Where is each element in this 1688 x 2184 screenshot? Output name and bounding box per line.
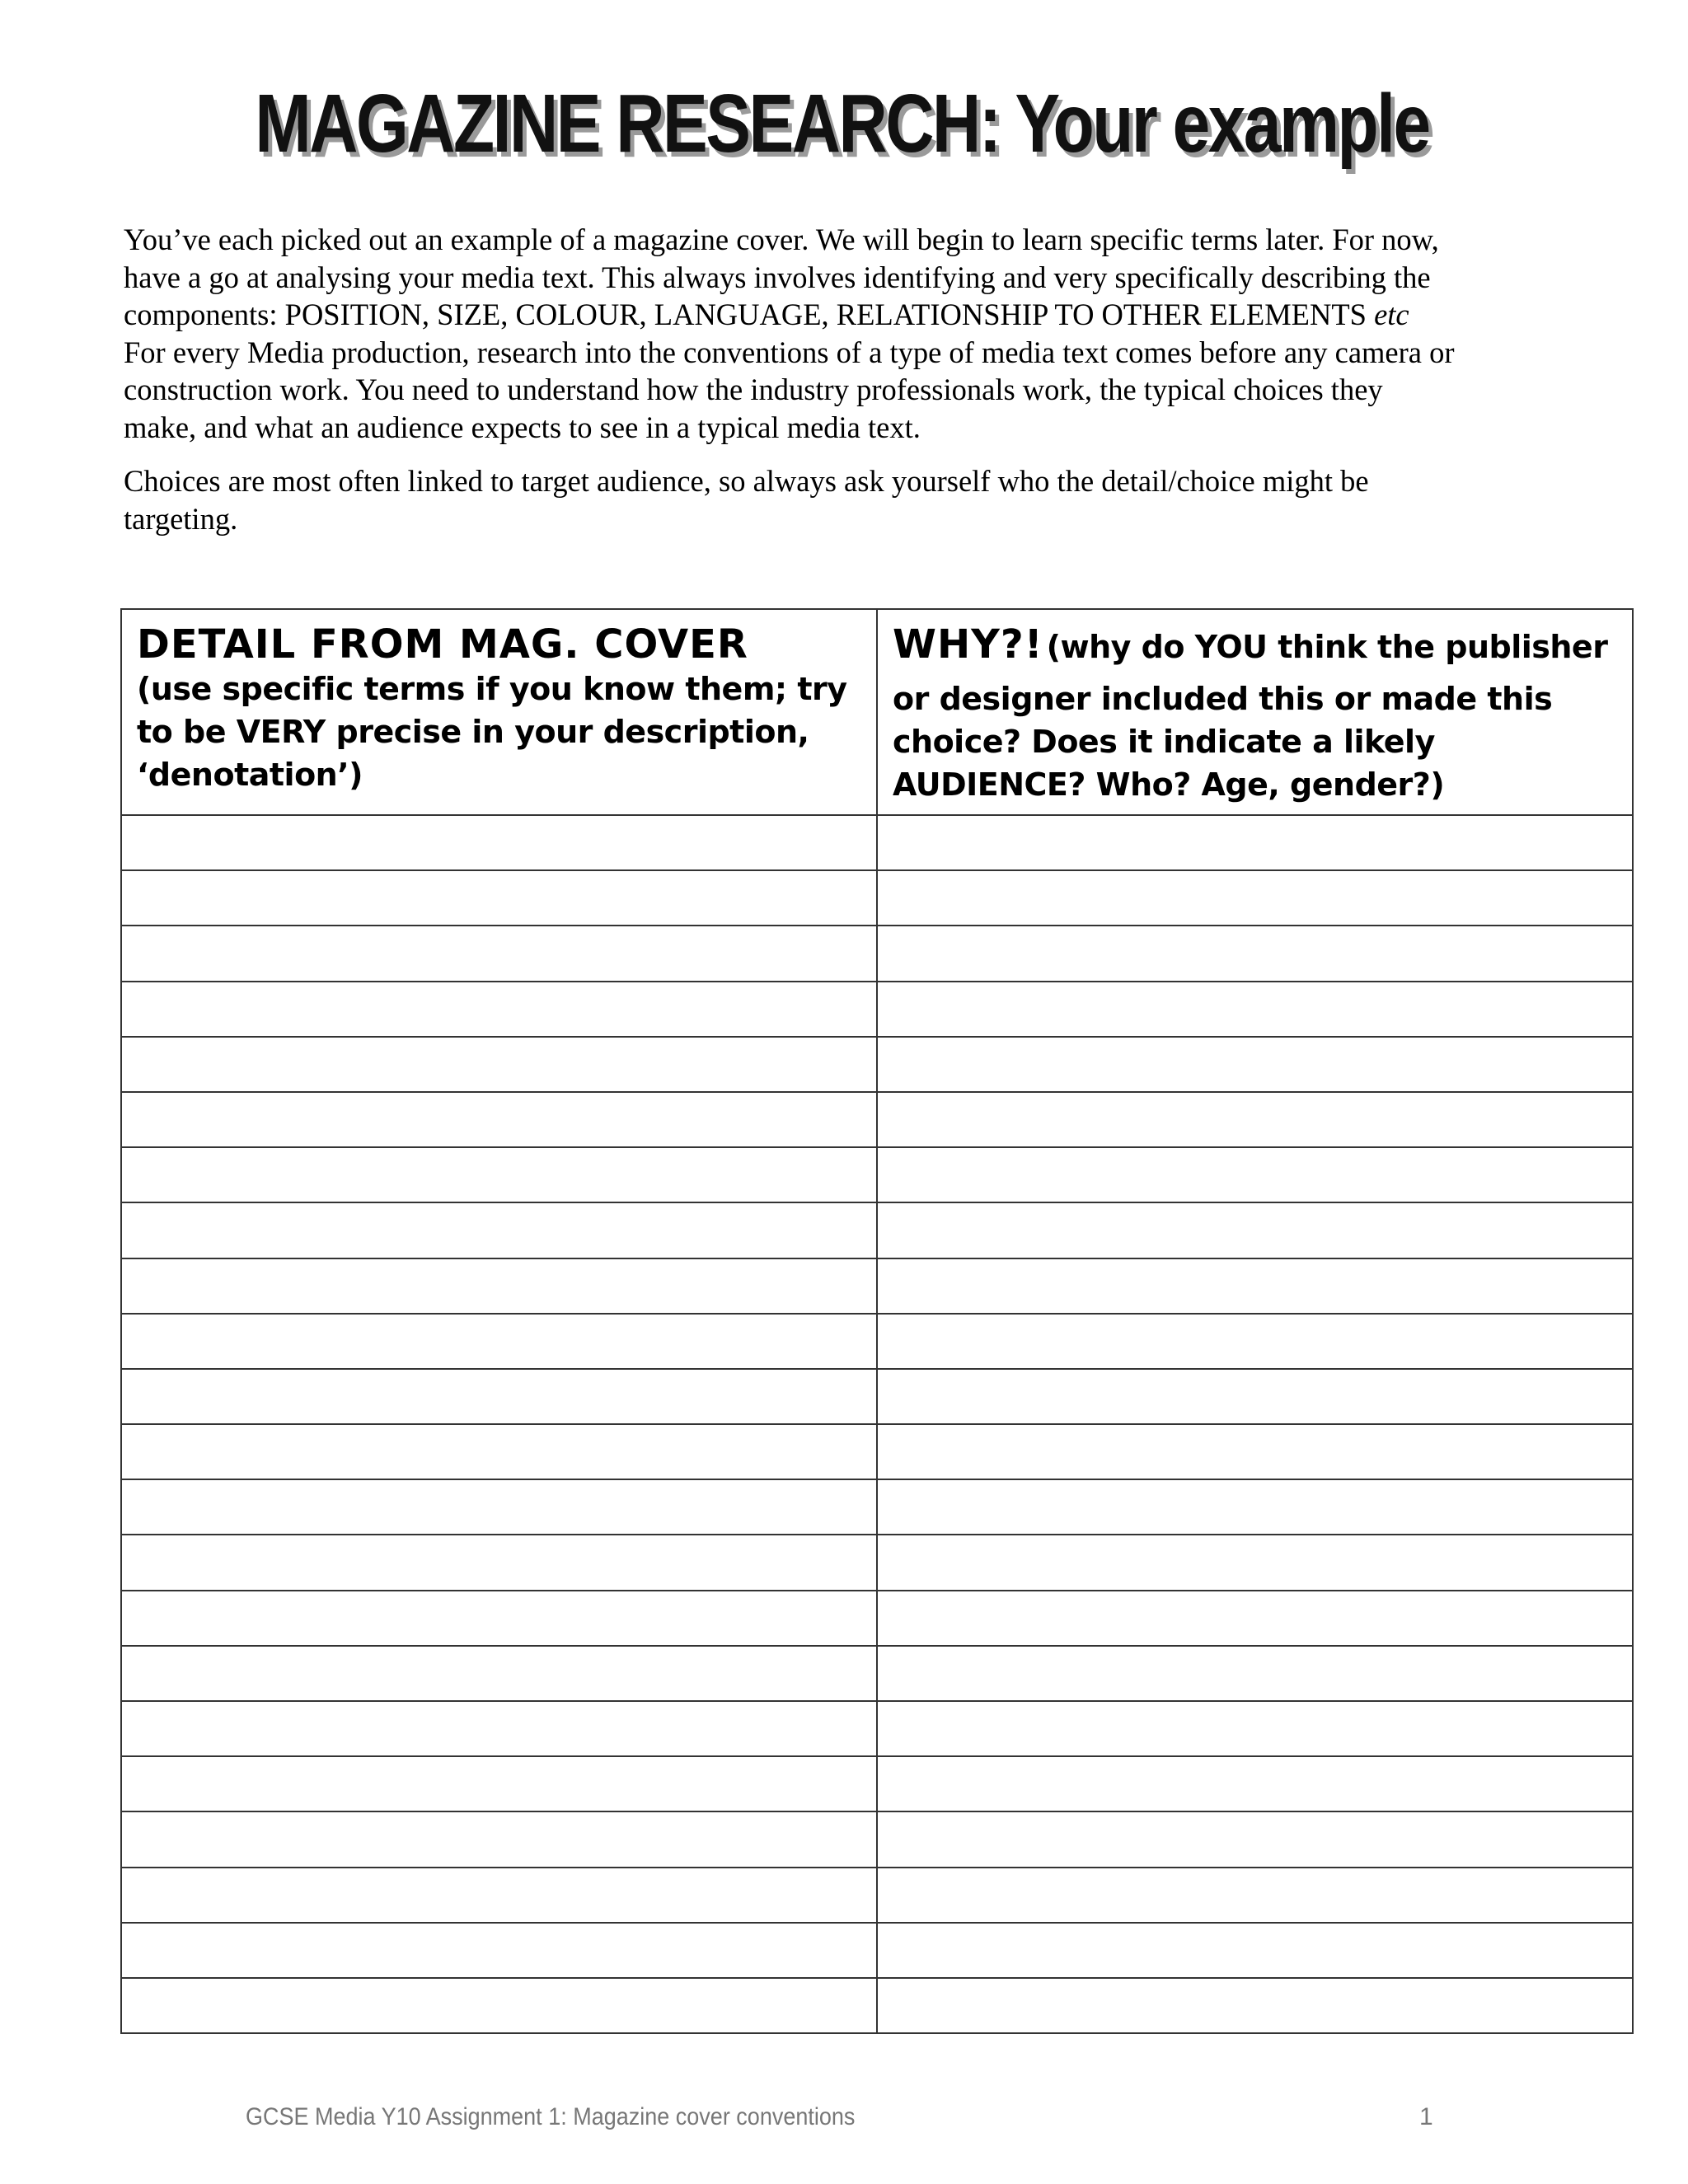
detail-subheading-line: to be VERY precise in your description,	[137, 714, 809, 750]
intro-line: have a go at analysing your media text. This always involves identifying and very specifically describing the	[124, 260, 1431, 294]
detail-answer-cell[interactable]	[121, 1646, 877, 1701]
why-answer-cell[interactable]	[877, 1479, 1633, 1535]
table-row	[121, 1646, 1633, 1701]
why-answer-cell[interactable]	[877, 1868, 1633, 1923]
detail-answer-cell[interactable]	[121, 1314, 877, 1369]
why-answer-cell[interactable]	[877, 1147, 1633, 1202]
why-answer-cell[interactable]	[877, 1923, 1633, 1978]
detail-answer-cell[interactable]	[121, 1756, 877, 1811]
detail-answer-cell[interactable]	[121, 1147, 877, 1202]
detail-answer-cell[interactable]	[121, 1424, 877, 1479]
intro-line: targeting.	[124, 501, 238, 536]
why-answer-cell[interactable]	[877, 926, 1633, 981]
detail-answer-cell[interactable]	[121, 1811, 877, 1867]
detail-heading: DETAIL FROM MAG. COVER	[137, 621, 748, 668]
why-answer-cell[interactable]	[877, 982, 1633, 1037]
detail-answer-cell[interactable]	[121, 1258, 877, 1314]
intro-paragraph-1	[124, 221, 1574, 446]
why-heading: WHY?!	[893, 621, 1043, 668]
detail-answer-cell[interactable]	[121, 1092, 877, 1147]
detail-answer-cell[interactable]	[121, 1923, 877, 1978]
table-row	[121, 1092, 1633, 1147]
why-answer-cell[interactable]	[877, 815, 1633, 870]
intro-line: You’ve each picked out an example of a magazine cover. We will begin to learn specific terms later. For now,	[124, 223, 1439, 256]
detail-answer-cell[interactable]	[121, 982, 877, 1037]
detail-subheading-line: ‘denotation’)	[137, 757, 363, 793]
why-answer-cell[interactable]	[877, 870, 1633, 926]
page-title: MAGAZINE RESEARCH: Your example	[255, 77, 1429, 170]
detail-answer-cell[interactable]	[121, 1202, 877, 1258]
intro-line: construction work. You need to understand how the industry professionals work, the typical choices they	[124, 373, 1383, 406]
table-row	[121, 1424, 1633, 1479]
detail-answer-cell[interactable]	[121, 1978, 877, 2033]
intro-text	[124, 221, 1574, 537]
why-answer-cell[interactable]	[877, 1258, 1633, 1314]
intro-line-text: components: POSITION, SIZE, COLOUR, LANGUAGE, RELATIONSHIP TO OTHER ELEMENTS	[124, 298, 1367, 331]
why-answer-cell[interactable]	[877, 1314, 1633, 1369]
table-row	[121, 1811, 1633, 1867]
detail-answer-cell[interactable]	[121, 1037, 877, 1092]
detail-answer-cell[interactable]	[121, 870, 877, 926]
why-answer-cell[interactable]	[877, 1978, 1633, 2033]
detail-answer-cell[interactable]	[121, 1535, 877, 1590]
why-answer-cell[interactable]	[877, 1092, 1633, 1147]
table-row	[121, 870, 1633, 926]
research-table	[120, 608, 1634, 2034]
detail-answer-cell[interactable]	[121, 1479, 877, 1535]
table-row	[121, 1147, 1633, 1202]
table-row	[121, 815, 1633, 870]
table-row	[121, 1479, 1633, 1535]
table-row	[121, 1756, 1633, 1811]
detail-answer-cell[interactable]	[121, 1701, 877, 1756]
detail-answer-cell[interactable]	[121, 926, 877, 981]
detail-answer-cell[interactable]	[121, 1369, 877, 1424]
table-row	[121, 1202, 1633, 1258]
table-row	[121, 1037, 1633, 1092]
intro-line: make, and what an audience expects to see in a typical media text.	[124, 410, 921, 444]
why-answer-cell[interactable]	[877, 1202, 1633, 1258]
why-answer-cell[interactable]	[877, 1646, 1633, 1701]
table-row	[121, 1535, 1633, 1590]
detail-answer-cell[interactable]	[121, 1868, 877, 1923]
detail-header-cell	[121, 609, 877, 815]
detail-answer-cell[interactable]	[121, 1591, 877, 1646]
why-header-cell	[877, 609, 1633, 815]
table-row	[121, 1701, 1633, 1756]
table-row	[121, 1369, 1633, 1424]
why-answer-cell[interactable]	[877, 1756, 1633, 1811]
why-answer-cell[interactable]	[877, 1369, 1633, 1424]
table-row	[121, 926, 1633, 981]
table-header-row	[121, 609, 1633, 815]
why-answer-cell[interactable]	[877, 1811, 1633, 1867]
why-answer-cell[interactable]	[877, 1535, 1633, 1590]
table-row	[121, 1314, 1633, 1369]
table-row	[121, 1978, 1633, 2033]
page-number: 1	[1419, 2103, 1433, 2130]
intro-line-components	[124, 296, 1574, 334]
detail-subheading-line: (use specific terms if you know them; try	[137, 671, 847, 707]
table-row	[121, 982, 1633, 1037]
intro-line: Choices are most often linked to target audience, so always ask yourself who the detail/choice might be	[124, 464, 1369, 498]
table-row	[121, 1591, 1633, 1646]
why-answer-cell[interactable]	[877, 1424, 1633, 1479]
why-answer-cell[interactable]	[877, 1037, 1633, 1092]
why-subheading-line: or designer included this or made this	[893, 681, 1553, 717]
why-heading-line	[893, 621, 1617, 677]
footer-text: GCSE Media Y10 Assignment 1: Magazine cover conventions	[246, 2103, 856, 2130]
why-subheading-line: AUDIENCE? Who? Age, gender?)	[893, 766, 1445, 803]
intro-paragraph-2	[124, 462, 1574, 537]
etc-text: etc	[1374, 298, 1409, 331]
detail-answer-cell[interactable]	[121, 815, 877, 870]
why-answer-cell[interactable]	[877, 1701, 1633, 1756]
table-row	[121, 1923, 1633, 1978]
table-row	[121, 1868, 1633, 1923]
why-subheading-line: choice? Does it indicate a likely	[893, 724, 1435, 760]
intro-line: For every Media production, research into the conventions of a type of media text comes before any camera or	[124, 335, 1455, 369]
why-answer-cell[interactable]	[877, 1591, 1633, 1646]
detail-subheading	[137, 668, 861, 796]
why-heading-note: (why do YOU think the publisher	[1046, 629, 1608, 665]
table-row	[121, 1258, 1633, 1314]
